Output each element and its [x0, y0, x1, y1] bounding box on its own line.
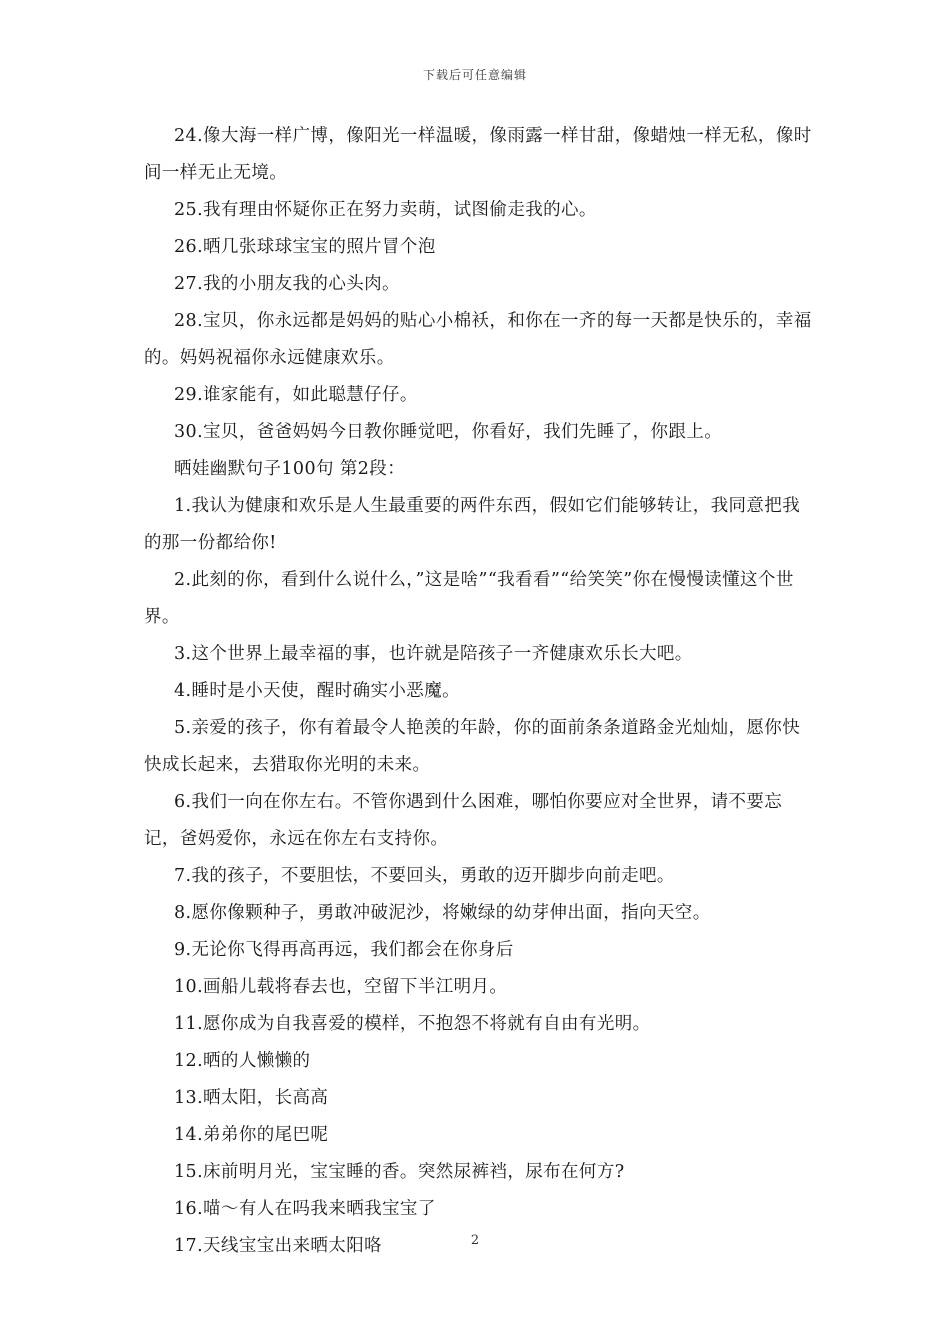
- paragraph: 4.睡时是小天使，醒时确实小恶魔。: [174, 681, 460, 701]
- paragraph: 25.我有理由怀疑你正在努力卖萌，试图偷走我的心。: [174, 200, 597, 220]
- paragraph: 7.我的孩子，不要胆怯，不要回头，勇敢的迈开脚步向前走吧。: [174, 866, 675, 886]
- paragraph: 1.我认为健康和欢乐是人生最重要的两件东西，假如它们能够转让，我同意把我的那一份都给你!: [144, 496, 801, 553]
- page-header: 下载后可任意编辑: [422, 68, 527, 82]
- page-number: 2: [470, 1233, 480, 1248]
- section-heading: 晒娃幽默句子100句 第2段：: [174, 459, 406, 479]
- paragraph: 5.亲爱的孩子，你有着最令人艳羡的年龄，你的面前条条道路金光灿灿，愿你快快成长起来，去猎取你光明的未来。: [144, 718, 801, 775]
- paragraph: 28.宝贝，你永远都是妈妈的贴心小棉袄，和你在一齐的每一天都是快乐的，幸福的。妈妈祝福你永远健康欢乐。: [144, 311, 812, 368]
- paragraph: 14.弟弟你的尾巴呢: [174, 1125, 329, 1145]
- paragraph: 11.愿你成为自我喜爱的模样，不抱怨不将就有自由有光明。: [174, 1014, 651, 1034]
- document-body: [144, 118, 814, 1265]
- paragraph: 8.愿你像颗种子，勇敢冲破泥沙，将嫩绿的幼芽伸出面，指向天空。: [174, 903, 711, 923]
- paragraph: 16.喵～有人在吗我来晒我宝宝了: [174, 1199, 436, 1219]
- paragraph: 24.像大海一样广博，像阳光一样温暖，像雨露一样甘甜，像蜡烛一样无私，像时间一样无止无境。: [144, 126, 812, 183]
- paragraph: 17.天线宝宝出来晒太阳咯: [174, 1236, 383, 1256]
- paragraph: 27.我的小朋友我的心头肉。: [174, 274, 400, 294]
- paragraph: 29.谁家能有，如此聪慧仔仔。: [174, 385, 418, 405]
- paragraph: 26.晒几张球球宝宝的照片冒个泡: [174, 237, 436, 257]
- paragraph: 12.晒的人懒懒的: [174, 1051, 311, 1071]
- paragraph: 9.无论你飞得再高再远，我们都会在你身后: [174, 940, 514, 960]
- paragraph: 6.我们一向在你左右。不管你遇到什么困难，哪怕你要应对全世界，请不要忘记，爸妈爱你，永远在你左右支持你。: [144, 792, 783, 849]
- paragraph: 15.床前明月光，宝宝睡的香。突然尿裤裆，尿布在何方?: [174, 1162, 625, 1182]
- paragraph: 10.画船儿载将春去也，空留下半江明月。: [174, 977, 508, 997]
- paragraph: 13.晒太阳，长高高: [174, 1088, 329, 1108]
- paragraph: 3.这个世界上最幸福的事，也许就是陪孩子一齐健康欢乐长大吧。: [174, 644, 693, 664]
- paragraph: 2.此刻的你，看到什么说什么，”这是啥”“我看看”“给笑笑”你在慢慢读懂这个世界。: [144, 570, 794, 627]
- paragraph: 30.宝贝，爸爸妈妈今日教你睡觉吧，你看好，我们先睡了，你跟上。: [174, 422, 723, 442]
